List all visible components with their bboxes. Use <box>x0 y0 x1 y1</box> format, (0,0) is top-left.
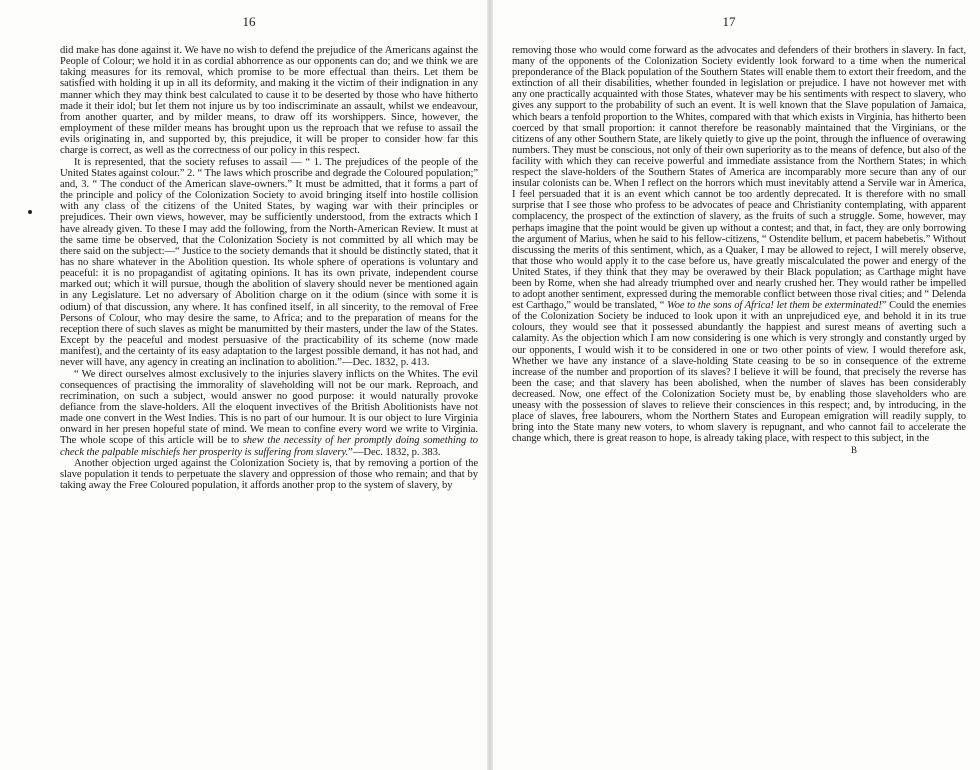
right-page <box>490 0 980 770</box>
right-italic: Woe to the sons of Africa! let them be exterminated! <box>667 300 882 312</box>
margin-mark <box>28 210 32 214</box>
left-paragraph-4: Another objection urged against the Colonization Society is, that by removing a portion of the slave population it tends to perpetuate the slavery and oppression of those who remain; and that by taking away the Free Coloured population, it affords another prop to the system of slavery, by <box>60 457 478 492</box>
right-text-a: removing those who would come forward as the advocates and defenders of their brothers in slavery. In fact, many of the opponents of the Colonization Society evidently look forward to a time when the numerical preponderance of the Black population of the Southern States will enable them to extort their freedom, and the extinction of all their disabilities, whether founded in legislation or prejudice. I have not however met with any one practically acquainted with those States, whatever may be his sentiments with respect to slavery, who gives any support to the probability of such an event. It is well known that the Slave population of Jamaica, which bears a tenfold proportion to the Whites, compared with that which exists in Virginia, has hitherto been coerced by that small proportion: it cannot therefore be reasonably maintained that the Virginians, or the citizens of any other Southern State, are likely quietly to give up the point, through the influence of overawing numbers. They must be conscious, not only of their own superiority as to the means of defence, but also of the facility with which they can receive powerful and immediate assistance from the Northern States; in which respect the slave-holders of the Southern States of America are incomparably more secure than any of our insular colonists can be. When I reflect on the horrors which must inevitably attend a Servile war in America, I feel persuaded that it is an event which cannot be too ardently deprecated. It is therefore with no small surprise that I see those who profess to be advocates of peace and Christianity contemplating, with apparent complacency, the prospect of the extinction of slavery, as the fruits of such a struggle. Some, however, may perhaps imagine that the point would be given up without a contest; and that, in fact, they are only borrowing the argument of Marius, when he said to his fellow-citizens, “ Ostendite bellum, et pacem habebetis.” Without discussing the merits of this sentiment, which, as a Quaker, I may be allowed to reject, I will merely observe, that those who would apply it to the case before us, have greatly miscalculated the power and energy of the United States, if they think that they may be overawed by their Black population; as Carthage might have been by Rome, when she had already triumphed over and nearly crushed her. They would rather be impelled to adopt another sentiment, expressed during the memorable conflict between those rival cities; and “ Delenda est Carthago,” would be translated, “ <box>512 45 966 312</box>
right-text-b: ” Could the enemies of the Colonization Society be induced to look upon it with an unprejudiced eye, and behold it in its true colours, they would see that it possessed abundantly the happiest and surest means of averting such a calamity. As the objection which I am now considering is one which is very strongly and constantly urged by our opponents, I would wish it to be considered in one or two other points of view. I would therefore ask, Whether we have any instance of a slave-holding State ceasing to be so in consequence of the extreme increase of the number and proportion of its slaves? I believe it will be found, that precisely the reverse has been the case; and that slavery has been abolished, when the number of slaves has been considerably decreased. Now, one effect of the Colonization Society must be, by enabling those slaveholders who are uneasy with the possession of slaves to relieve their consciences in this respect; and, by introducing, in the place of slaves, free labourers, whom the Northern States and European emigration will readily supply, to bring into the State many new voters, to whom slavery is repugnant, and who cannot fail to accelerate the change which, there is great reason to hope, is already taking place, with respect to this subject, in the <box>512 300 966 445</box>
left-paragraph-2: It is represented, that the society refuses to assail — “ 1. The prejudices of the people of the United States against colour.” 2. “ The laws which proscribe and degrade the Coloured population;” and, 3. “ The conduct of the American slave-owners.” It must be admitted, that it forms a part of the principle and policy of the Colonization Society to avoid bringing itself into hostile collision with any class of the citizens of the United States, by waging war with their principles or prejudices. Their own views, however, may be sufficiently understood, from the extracts which I have already given. To these I may add the following, from the North-American Review. It must at the same time be observed, that the Colonization Society is not committed by all which may be there said on the subject:—“ Justice to the society demands that it should be distinctly stated, that it has no share whatever in the Abolition question. Its whole sphere of operations is voluntary and peaceful: it is no propagandist of agitating opinions. It has its own private, independent course marked out; which it will pursue, though the abolition of slavery should never be mentioned again in any Legislature. Let no adversary of Abolition charge on it the odium (since with some it is odium) of that discussion, any where. It has confined itself, in all sincerity, to the removal of Free Persons of Colour, who may desire the same, to Africa; and to the preparation of means for the reception there of such slaves as might be manumitted by their masters, under the law of the States. Except by the peaceful and modest persuasive of the practicability of its scheme (now made manifest), and the certainty of its easy adaptation to the largest possible demand, it has not had, and never will have, any agency in creating an inclination to abolition.”—Dec. 1832, p. 413. <box>60 156 478 369</box>
left-paragraph-3 <box>60 369 478 458</box>
signature-mark: B <box>850 445 857 456</box>
right-paragraph <box>512 45 966 444</box>
page-number-right: 17 <box>722 14 736 29</box>
quote-italic: shew the necessity of her promptly doing something to check the palpable mischiefs her prosperity is suffering from slavery. <box>60 435 479 458</box>
page-number-left: 16 <box>242 14 256 29</box>
quote-citation: ”—Dec. 1832, p. 383. <box>348 446 441 458</box>
left-page-text <box>60 45 478 491</box>
left-paragraph-1: did make has done against it. We have no wish to defend the prejudice of the Americans against the People of Colour; we hold it in as cordial abhorrence as our opponents can do; and we think we are taking measures for its removal, which promise to be more effectual than theirs. Let them be satisfied with holding it up in all its deformity, and making it the victim of their indignation in any manner which they may think best calculated to cause it to be deserted by those who have hitherto made it their idol; but let them not injure us by too indiscriminate an assault, whilst we endeavour, from another quarter, and by milder means, to draw off its worshippers. Since, however, the employment of these milder means has brought upon us the reproach that we refuse to assail the evils originating in, and supported by, this prejudice, it will be proper to consider how far this charge is correct, as well as the correctness of our policy in this respect. <box>60 45 478 157</box>
quote-text: “ We direct ourselves almost exclusively to the injuries slavery inflicts on the Whites. The evil consequences of practising the immorality of slaveholding will not be our mark. Reproach, and recrimination, on such a subject, would answer no good purpose: it would naturally provoke defiance from the slave-holders. All the eloquent invectives of the British Abolitionists have not made one convert in the West Indies. This is no part of our humour. It is our object to lure Virginia onward in her presen hopeful state of mind. We mean to confine every word we write to Virginia. The whole scope of this article will be to <box>60 368 478 447</box>
right-page-text <box>512 45 966 444</box>
